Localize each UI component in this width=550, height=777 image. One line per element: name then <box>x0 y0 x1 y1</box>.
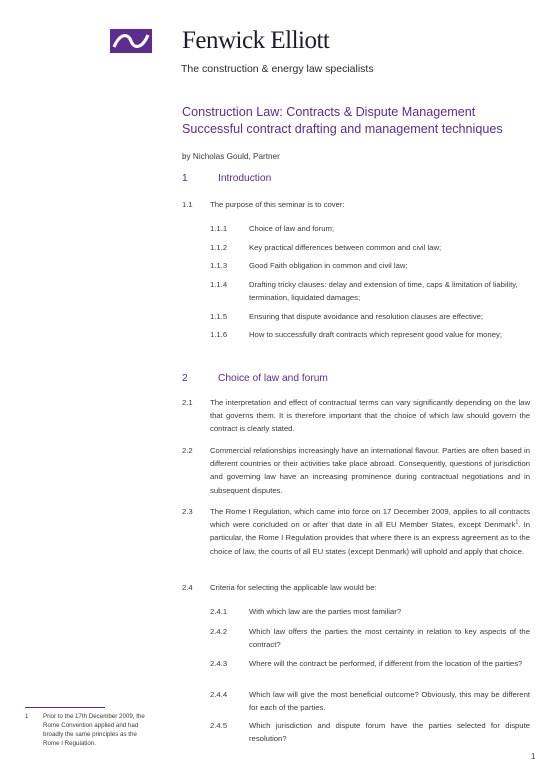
subpara-number: 1.1.1 <box>210 224 228 233</box>
subpara-text: Which law will give the most beneficial outcome? Obviously, this may be different for each of the parties. <box>249 690 530 713</box>
subpara-number: 1.1.4 <box>210 280 228 289</box>
footnote-text: Prior to the 17th December 2009, the Rome Convention applied and had broadly the same principles as the Rome I Regulation. <box>43 713 145 747</box>
para-number: 2.2 <box>182 446 193 455</box>
subpara-text: Good Faith obligation in common and civil law; <box>249 261 408 270</box>
title-line-1: Construction Law: Contracts & Dispute Management <box>182 105 476 119</box>
firm-logo-mark <box>110 29 152 53</box>
para-number: 2.4 <box>182 583 193 592</box>
para-text: The purpose of this seminar is to cover: <box>210 200 345 209</box>
firm-logo-text: Fenwick Elliott <box>182 27 330 54</box>
para-text: Criteria for selecting the applicable law would be: <box>210 583 377 592</box>
subpara-number: 2.4.2 <box>210 627 228 636</box>
para-text-part-a: The Rome I Regulation, which came into force on 17 December 2009, applies to all contracts which were concluded on or after that date in all EU Member States, except Denmark <box>210 507 530 530</box>
subpara-text: Ensuring that dispute avoidance and resolution clauses are effective; <box>249 312 484 321</box>
subpara-text: Drafting tricky clauses: delay and extension of time, caps & limitation of liability, termination, liquidated damages; <box>249 280 518 303</box>
subpara-number: 1.1.5 <box>210 312 228 321</box>
para-text <box>210 505 530 558</box>
subpara-text: Key practical differences between common and civil law; <box>249 243 442 252</box>
subpara-number: 1.1.3 <box>210 261 228 270</box>
para-text-part-b: . In particular, the Rome I Regulation provides that where there is an express agreement as to the choice of law, the courts of all EU states (except Denmark) will uphold and apply that choice. <box>210 520 530 556</box>
para-text: Commercial relationships increasingly have an international flavour. Parties are often based in different countries or their activities take place abroad. Consequently, questions of jurisdiction and governing law have an increasing prominence during contractual negotiations and in subsequent disputes. <box>210 446 530 495</box>
subpara-number: 2.4.1 <box>210 607 228 616</box>
section-1-number: 1 <box>182 173 188 184</box>
subpara-number: 1.1.6 <box>210 330 228 339</box>
footnote-divider <box>25 707 105 708</box>
subpara-text: How to successfully draft contracts which represent good value for money; <box>249 330 502 339</box>
footnote-number: 1 <box>25 713 29 720</box>
subpara-text: With which law are the parties most familiar? <box>249 607 402 616</box>
para-number: 2.3 <box>182 507 193 516</box>
section-1-heading: Introduction <box>218 173 272 184</box>
footnote-ref: 1 <box>515 519 519 526</box>
para-number: 2.1 <box>182 398 193 407</box>
page-number: 1 <box>531 752 536 761</box>
subpara-text: Which law offers the parties the most certainty in relation to key aspects of the contract? <box>249 627 530 650</box>
subpara-text: Where will the contract be performed, if different from the location of the parties? <box>249 659 523 668</box>
subpara-number: 2.4.4 <box>210 690 228 699</box>
subpara-number: 1.1.2 <box>210 243 228 252</box>
title-line-2: Successful contract drafting and management techniques <box>182 122 503 136</box>
subpara-text: Which jurisdiction and dispute forum have the parties selected for dispute resolution? <box>249 721 530 744</box>
subpara-number: 2.4.3 <box>210 659 228 668</box>
para-number: 1.1 <box>182 200 193 209</box>
section-2-number: 2 <box>182 373 188 384</box>
firm-tagline: The construction & energy law specialists <box>181 63 374 75</box>
document-title <box>182 104 503 138</box>
subpara-number: 2.4.5 <box>210 721 228 730</box>
para-text: The interpretation and effect of contractual terms can vary significantly depending on the law that governs them. It is therefore important that the choice of which law should govern the contract is clearly stated. <box>210 398 530 434</box>
author-line: by Nicholas Gould, Partner <box>182 152 280 161</box>
subpara-text: Choice of law and forum; <box>249 224 335 233</box>
section-2-heading: Choice of law and forum <box>218 373 328 384</box>
